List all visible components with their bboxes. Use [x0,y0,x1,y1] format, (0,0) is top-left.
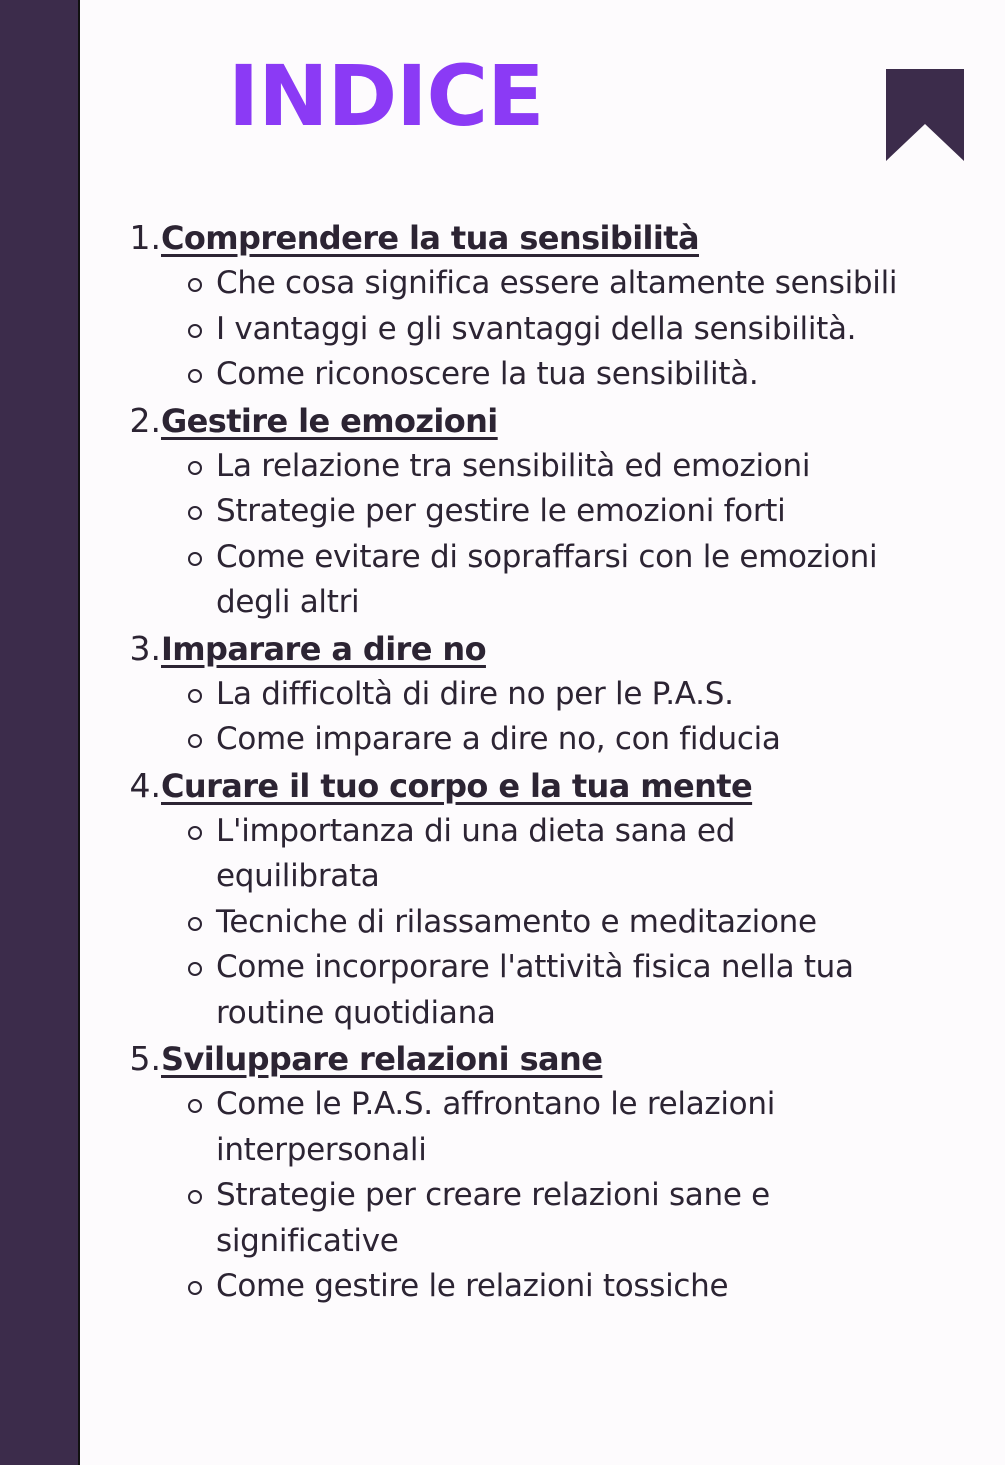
list-item [188,900,928,946]
section-number: 3. [129,628,161,668]
list-item [188,535,928,626]
page-title: INDICE [228,47,544,145]
bookmark-icon [886,69,964,161]
subsection-list [128,672,928,763]
section-heading [128,1036,928,1082]
list-item [188,1264,928,1310]
hollow-circle-bullet-icon [188,461,202,475]
toc-section-4 [128,763,928,1037]
list-item [188,307,928,353]
section-number: 4. [129,765,161,805]
hollow-circle-bullet-icon [188,826,202,840]
list-item-text: Come evitare di sopraffarsi con le emozioni degli altri [216,538,878,620]
list-item-text: L'importanza di una dieta sana ed equilibrata [216,812,736,894]
list-item-text: I vantaggi e gli svantaggi della sensibilità. [216,310,857,347]
section-heading [128,398,928,444]
toc-section-3 [128,626,928,763]
toc-section-1 [128,215,928,398]
section-number: 1. [129,218,161,257]
hollow-circle-bullet-icon [188,324,202,338]
section-heading [128,763,928,809]
list-item-text: Come riconoscere la tua sensibilità. [216,356,759,392]
table-of-contents [128,215,928,1310]
list-item [188,444,928,490]
hollow-circle-bullet-icon [188,962,202,976]
list-item [188,1173,928,1264]
list-item-text: Che cosa significa essere altamente sensibili [216,265,898,301]
section-title-link[interactable]: Sviluppare relazioni sane [161,1040,603,1078]
hollow-circle-bullet-icon [188,1099,202,1113]
list-item [188,261,928,307]
hollow-circle-bullet-icon [188,278,202,292]
section-number: 2. [129,400,161,440]
list-item-text: Come imparare a dire no, con fiducia [216,721,781,757]
hollow-circle-bullet-icon [188,1190,202,1204]
subsection-list [128,444,928,626]
section-title-link[interactable]: Curare il tuo corpo e la tua mente [161,766,753,805]
list-item [188,809,928,900]
hollow-circle-bullet-icon [188,734,202,748]
hollow-circle-bullet-icon [188,689,202,703]
section-heading [128,215,928,261]
section-title-link[interactable]: Imparare a dire no [161,629,486,668]
list-item-text: Come le P.A.S. affrontano le relazioni interpersonali [216,1086,776,1168]
section-title-link[interactable]: Comprendere la tua sensibilità [161,219,699,257]
toc-section-5 [128,1036,928,1310]
list-item [188,352,928,398]
subsection-list [128,809,928,1037]
subsection-list [128,1082,928,1310]
section-heading [128,626,928,672]
hollow-circle-bullet-icon [188,917,202,931]
subsection-list [128,261,928,398]
list-item-text: Strategie per creare relazioni sane e significative [216,1177,770,1259]
list-item-text: La difficoltà di dire no per le P.A.S. [216,675,734,712]
list-item-text: Strategie per gestire le emozioni forti [216,493,786,529]
hollow-circle-bullet-icon [188,1281,202,1295]
hollow-circle-bullet-icon [188,369,202,383]
list-item [188,672,928,718]
toc-section-2 [128,398,928,626]
list-item [188,945,928,1036]
list-item-text: La relazione tra sensibilità ed emozioni [216,447,811,484]
sidebar-band [0,0,80,1465]
list-item [188,717,928,763]
list-item [188,1082,928,1173]
list-item [188,489,928,535]
hollow-circle-bullet-icon [188,506,202,520]
list-item-text: Come incorporare l'attività fisica nella tua routine quotidiana [216,949,854,1031]
section-title-link[interactable]: Gestire le emozioni [161,401,498,440]
section-number: 5. [129,1039,161,1078]
list-item-text: Tecniche di rilassamento e meditazione [216,903,817,940]
list-item-text: Come gestire le relazioni tossiche [216,1268,729,1304]
hollow-circle-bullet-icon [188,552,202,566]
